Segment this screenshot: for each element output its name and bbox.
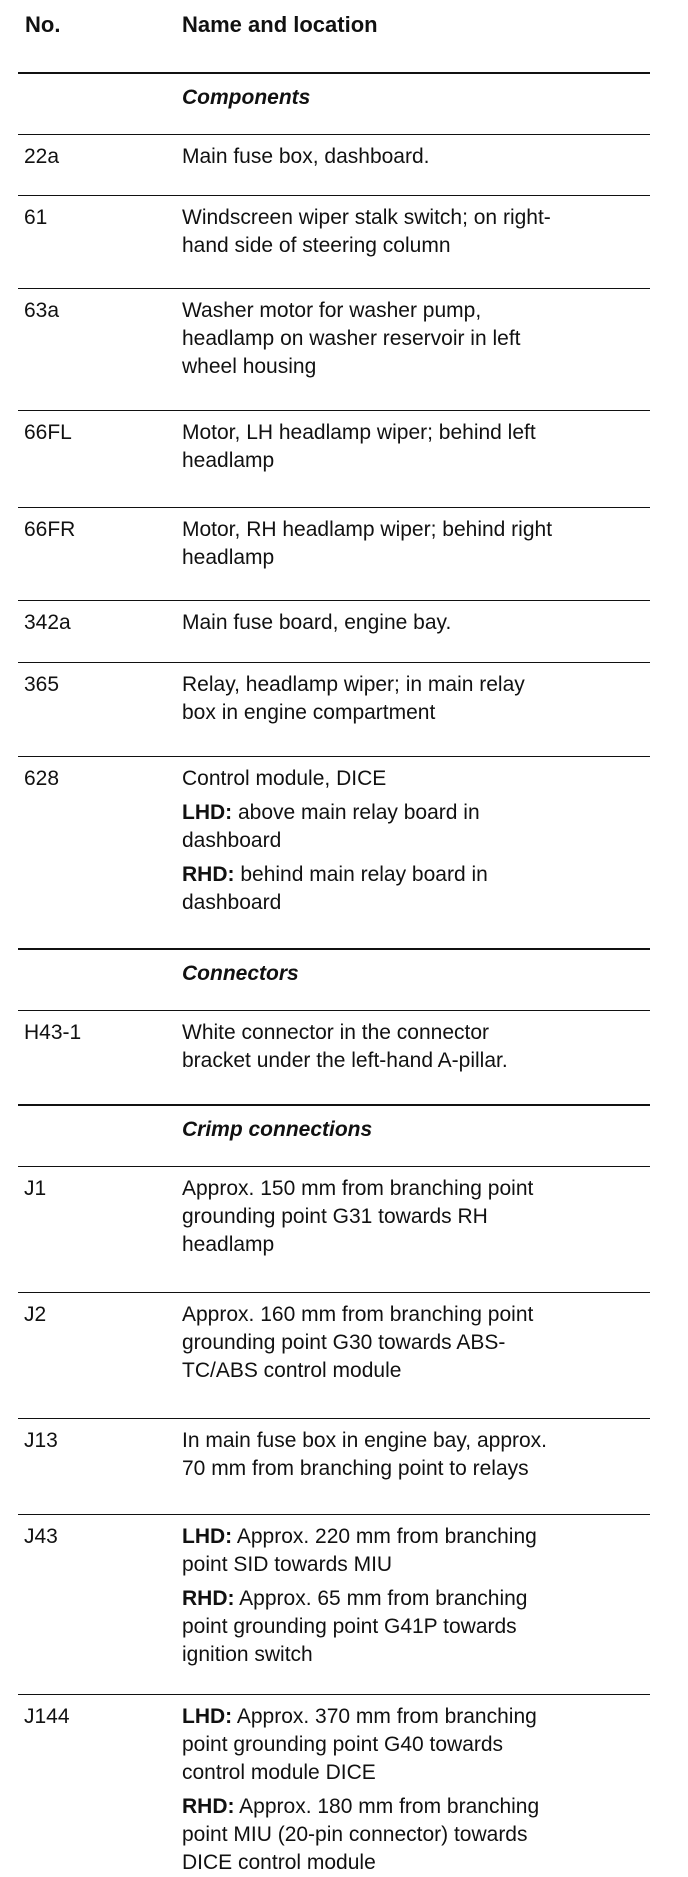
rhd-note: RHD: Approx. 65 mm from branching point grounding point G41P towards ignition switch [182, 1587, 528, 1666]
item-number: 66FR [24, 518, 76, 541]
section-crimp-connections [18, 1104, 650, 1166]
table-row [18, 1694, 650, 1874]
item-number: 22a [24, 145, 60, 168]
table-row [18, 410, 650, 507]
item-number: 628 [24, 767, 60, 790]
item-description: LHD: Approx. 370 mm from branching point grounding point G40 towards control module DICE RHD: Approx. 180 mm from branching point MIU (20-pin connector) towards DICE control module [182, 1703, 652, 1877]
item-number: 63a [24, 299, 60, 322]
item-description: Main fuse box, dashboard. [182, 145, 430, 168]
table-row [18, 1514, 650, 1693]
item-description: Approx. 160 mm from branching point grounding point G30 towards ABS- TC/ABS control module [182, 1303, 534, 1382]
rhd-note: RHD: behind main relay board in dashboard [182, 863, 488, 914]
table-row [18, 1166, 650, 1291]
item-description: In main fuse box in engine bay, approx. 70 mm from branching point to relays [182, 1429, 548, 1480]
item-number: J43 [24, 1525, 58, 1548]
item-number: 365 [24, 673, 60, 696]
table-row [18, 134, 650, 195]
item-number: 61 [24, 206, 48, 229]
table-row [18, 195, 650, 286]
rhd-note: RHD: Approx. 180 mm from branching point MIU (20-pin connector) towards DICE control module [182, 1795, 540, 1874]
column-header-no: No. [25, 12, 61, 37]
table-row [18, 1292, 650, 1417]
item-description: Main fuse board, engine bay. [182, 611, 452, 634]
table-row [18, 756, 650, 947]
item-number: 342a [24, 611, 71, 634]
section-connectors [18, 948, 650, 1010]
item-description: Motor, LH headlamp wiper; behind left headlamp [182, 421, 536, 472]
section-title: Crimp connections [182, 1118, 373, 1141]
table-row [18, 1010, 650, 1103]
item-description: Washer motor for washer pump, headlamp on washer reservoir in left wheel housing [182, 299, 521, 378]
table-row [18, 1418, 650, 1513]
item-description: Approx. 150 mm from branching point grounding point G31 towards RH headlamp [182, 1177, 534, 1256]
item-description: Control module, DICE LHD: above main relay board in dashboard RHD: behind main relay board in dashboard [182, 765, 652, 917]
item-description: LHD: Approx. 220 mm from branching point SID towards MIU RHD: Approx. 65 mm from branching point grounding point G41P towards ignition switch [182, 1523, 652, 1669]
lhd-note: LHD: above main relay board in dashboard [182, 801, 480, 852]
section-title: Components [182, 86, 311, 109]
item-description: Windscreen wiper stalk switch; on right- hand side of steering column [182, 206, 551, 257]
table-row [18, 600, 650, 661]
column-header-name-location: Name and location [182, 12, 378, 37]
item-number: J13 [24, 1429, 58, 1452]
item-number: H43-1 [24, 1021, 82, 1044]
section-components [18, 72, 650, 134]
item-number: 66FL [24, 421, 72, 444]
item-number: J144 [24, 1705, 70, 1728]
section-title: Connectors [182, 962, 299, 985]
table-row [18, 507, 650, 600]
table-row [18, 288, 650, 409]
item-description: White connector in the connector bracket under the left-hand A-pillar. [182, 1021, 508, 1072]
item-description: Motor, RH headlamp wiper; behind right headlamp [182, 518, 553, 569]
table-header [0, 0, 660, 48]
item-number: J2 [24, 1303, 47, 1326]
item-number: J1 [24, 1177, 47, 1200]
table-row [18, 662, 650, 755]
item-description: Relay, headlamp wiper; in main relay box in engine compartment [182, 673, 525, 724]
